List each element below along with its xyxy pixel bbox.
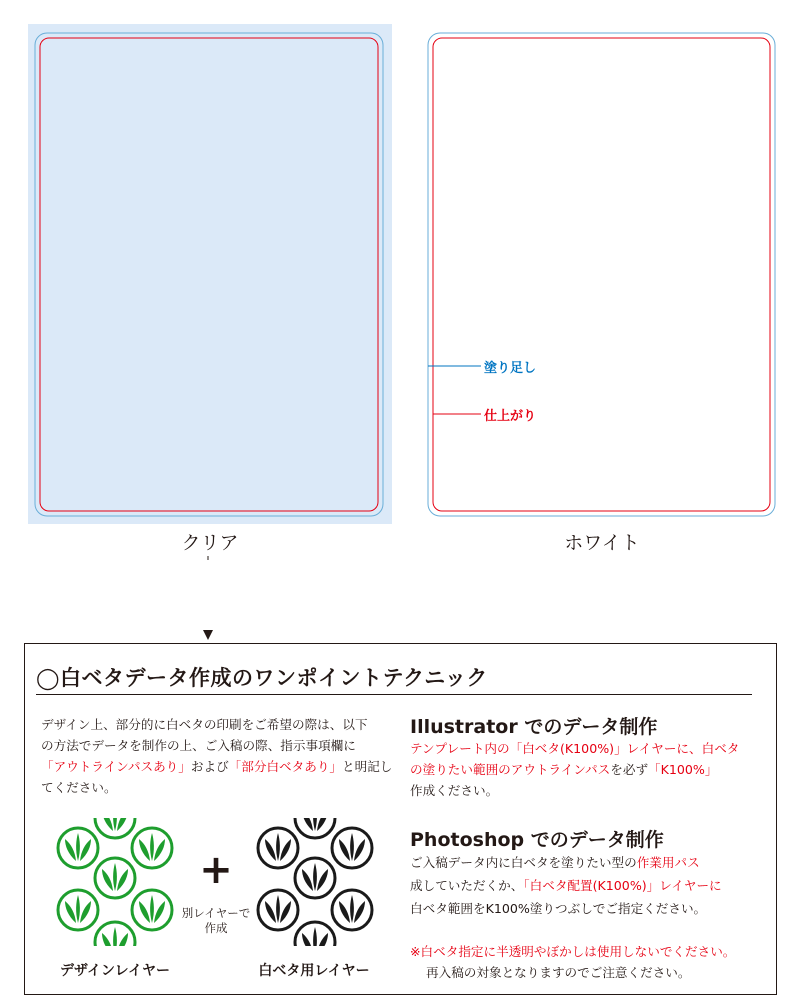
trim-label: 仕上がり: [484, 409, 537, 424]
info-title: ◯白ベタデータ作成のワンポイントテクニック: [36, 666, 488, 690]
design-layer-pattern: [50, 818, 180, 946]
photoshop-line: 白ベタ範囲をK100%塗りつぶしでご指定ください。: [410, 901, 707, 916]
illustrator-line: [410, 759, 770, 780]
outline-path-text: の塗りたい範囲のアウトラインパス: [410, 762, 611, 777]
separate-layer-line: 作成: [204, 921, 228, 935]
white-layer-label: 白ベタ用レイヤー: [258, 963, 370, 979]
illustrator-connector: を必ず: [610, 762, 649, 777]
white-trim-line: [433, 38, 770, 511]
intro-line: の方法でデータを制作の上、ご入稿の際、指示事項欄に: [41, 738, 356, 753]
photoshop-instructions: [410, 851, 770, 920]
intro-paragraph: [41, 714, 401, 798]
title-underline: [36, 694, 752, 695]
illustrator-line: テンプレート内の「白ベタ(K100%)」レイヤーに、白ベタ: [410, 741, 740, 756]
photoshop-text: ご入稿データ内に白ベタを塗りたい型の: [410, 855, 637, 870]
arrow-down-icon: [203, 630, 213, 642]
white-layer-pattern: [250, 818, 380, 946]
warning-note-followup: 再入稿の対象となりますのでご注意ください。: [426, 965, 691, 980]
design-layer-label: デザインレイヤー: [60, 963, 170, 979]
photoshop-line: [410, 874, 770, 897]
illustrator-heading: Illustrator でのデータ制作: [410, 716, 658, 738]
white-placement-layer-text: 「白ベタ配置(K100%)」レイヤーに: [523, 878, 722, 893]
white-bleed-line: [428, 33, 775, 516]
intro-line: [41, 756, 401, 777]
illustrator-instructions: [410, 738, 770, 801]
intro-line: てください。: [41, 780, 117, 795]
clear-bleed-line: [35, 33, 383, 516]
intro-connector: および: [190, 759, 229, 774]
clear-card-label: クリア: [181, 532, 239, 554]
separate-layer-note: [176, 906, 256, 936]
k100-text: 「K100%」: [648, 762, 718, 777]
photoshop-heading: Photoshop でのデータ制作: [410, 829, 664, 851]
illustrator-line: 作成ください。: [410, 783, 499, 798]
intro-tail: と明記し: [342, 759, 393, 774]
work-path-text: 作業用パス: [636, 855, 700, 870]
intro-line: デザイン上、部分的に白ベタの印刷をご希望の際は、以下: [41, 717, 368, 732]
white-card-label: ホワイト: [564, 532, 640, 554]
outline-path-note: 「アウトラインパスあり」: [41, 759, 191, 774]
warning-note: ※白ベタ指定に半透明やぼかしは使用しないでください。: [410, 944, 736, 959]
photoshop-line: [410, 851, 770, 874]
plus-symbol: +: [199, 847, 233, 893]
photoshop-text: 成していただくか、: [410, 878, 524, 893]
bleed-label: 塗り足し: [484, 361, 537, 376]
partial-white-note: 「部分白ベタあり」: [228, 759, 342, 774]
clear-trim-line: [40, 38, 378, 511]
separate-layer-line: 別レイヤーで: [181, 906, 251, 920]
